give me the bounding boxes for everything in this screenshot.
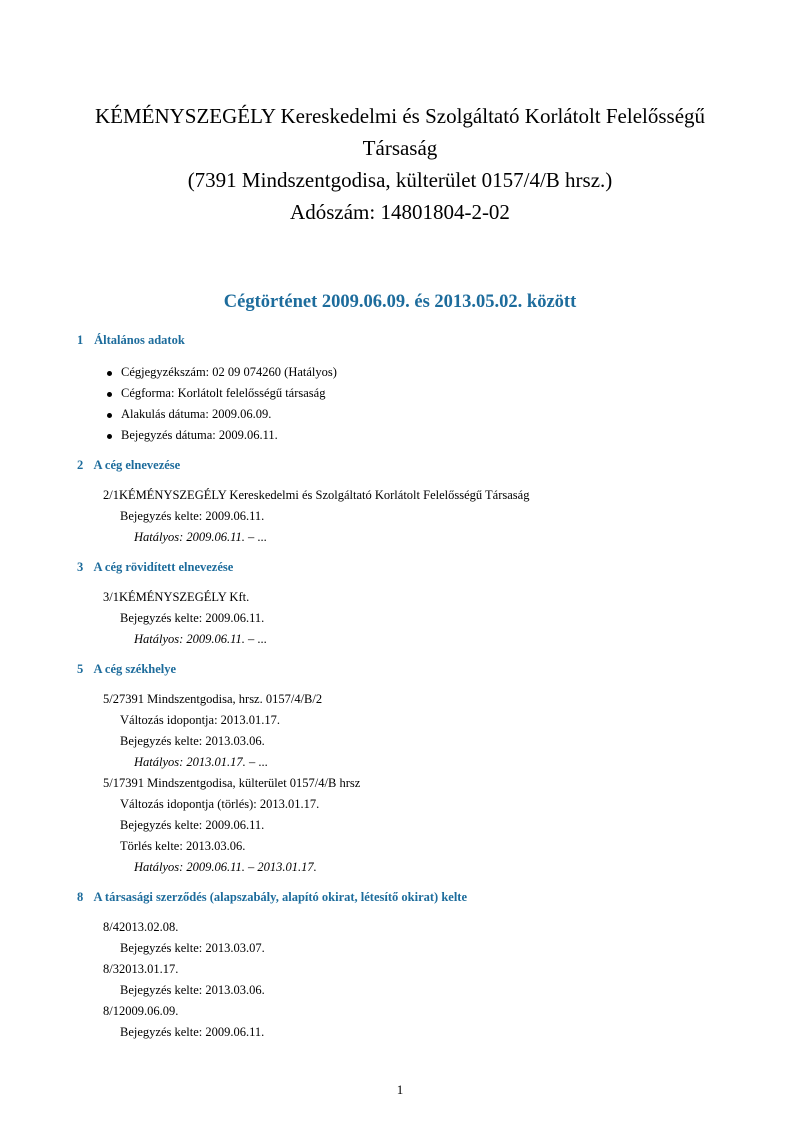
entry-value: 2009.06.09.	[119, 1004, 179, 1018]
entry-value: KÉMÉNYSZEGÉLY Kereskedelmi és Szolgáltató Korlátolt Felelősségű Társaság	[119, 488, 530, 502]
section-heading-seat	[77, 661, 777, 677]
short-name-entries	[77, 587, 777, 650]
bullet-icon	[107, 371, 112, 376]
entry-line	[77, 485, 777, 506]
section-number: 3	[77, 560, 84, 574]
section-title: A cég elnevezése	[93, 458, 181, 472]
section-heading-general	[77, 332, 777, 348]
entry-line	[77, 917, 777, 938]
entry-line	[77, 815, 777, 836]
section-number: 2	[77, 458, 84, 472]
bullet-icon	[107, 434, 112, 439]
entry-registered: Bejegyzés kelte: 2009.06.11.	[120, 611, 265, 625]
section-title: A cég székhelye	[93, 662, 177, 676]
entry-line	[77, 752, 777, 773]
entry-line	[77, 587, 777, 608]
entry-line	[77, 836, 777, 857]
entry-deleted: Törlés kelte: 2013.03.06.	[120, 839, 246, 853]
entry-registered: Bejegyzés kelte: 2009.06.11.	[120, 1025, 265, 1039]
section-title: A társasági szerződés (alapszabály, alapító okirat, létesítő okirat) kelte	[93, 890, 468, 904]
section-title: Általános adatok	[94, 333, 185, 347]
entry-code: 8/4	[103, 920, 119, 934]
company-name-line2: Társaság	[362, 136, 438, 160]
company-address: (7391 Mindszentgodisa, külterület 0157/4/B hrsz.)	[187, 168, 613, 192]
entry-line	[77, 938, 777, 959]
list-item: Cégforma: Korlátolt felelősségű társaság	[77, 383, 777, 404]
entry-registered: Bejegyzés kelte: 2013.03.06.	[120, 983, 265, 997]
list-item: Alakulás dátuma: 2009.06.09.	[77, 404, 777, 425]
section-number: 5	[77, 662, 84, 676]
entry-line	[77, 959, 777, 980]
history-title: Cégtörténet 2009.06.09. és 2013.05.02. között	[223, 292, 577, 312]
entry-value: 2013.01.17.	[119, 962, 179, 976]
general-data-list	[77, 362, 777, 446]
entry-line	[77, 527, 777, 548]
document-body	[77, 332, 777, 1043]
entry-line	[77, 773, 777, 794]
entry-line	[77, 608, 777, 629]
entry-line	[77, 1022, 777, 1043]
entry-code: 5/1	[103, 776, 119, 790]
contract-entries	[77, 917, 777, 1043]
section-heading-contract	[77, 889, 777, 905]
company-header	[40, 100, 760, 228]
entry-valid: Hatályos: 2009.06.11. – 2013.01.17.	[134, 860, 317, 874]
entry-line	[77, 710, 777, 731]
name-entries	[77, 485, 777, 548]
entry-valid: Hatályos: 2009.06.11. – ...	[134, 530, 267, 544]
section-heading-name	[77, 457, 777, 473]
entry-value: 7391 Mindszentgodisa, hrsz. 0157/4/B/2	[119, 692, 323, 706]
entry-line	[77, 506, 777, 527]
entry-value: 2013.02.08.	[119, 920, 179, 934]
entry-registered: Bejegyzés kelte: 2013.03.06.	[120, 734, 265, 748]
entry-valid: Hatályos: 2013.01.17. – ...	[134, 755, 268, 769]
bullet-icon	[107, 413, 112, 418]
section-title: A cég rövidített elnevezése	[93, 560, 234, 574]
company-name-line1: KÉMÉNYSZEGÉLY Kereskedelmi és Szolgáltató Korlátolt Felelősségű	[94, 104, 706, 128]
entry-code: 5/2	[103, 692, 119, 706]
entry-registered: Bejegyzés kelte: 2009.06.11.	[120, 818, 265, 832]
section-number: 8	[77, 890, 84, 904]
entry-line	[77, 731, 777, 752]
entry-value: KÉMÉNYSZEGÉLY Kft.	[119, 590, 250, 604]
entry-line	[77, 629, 777, 650]
entry-code: 3/1	[103, 590, 119, 604]
entry-registered: Bejegyzés kelte: 2013.03.07.	[120, 941, 265, 955]
bullet-icon	[107, 392, 112, 397]
list-item: Bejegyzés dátuma: 2009.06.11.	[77, 425, 777, 446]
entry-code: 2/1	[103, 488, 119, 502]
entry-line	[77, 794, 777, 815]
seat-entries	[77, 689, 777, 878]
entry-code: 8/1	[103, 1004, 119, 1018]
entry-line	[77, 980, 777, 1001]
entry-change: Változás idopontja: 2013.01.17.	[120, 713, 281, 727]
section-number: 1	[77, 333, 84, 347]
tax-number: Adószám: 14801804-2-02	[290, 200, 510, 224]
entry-valid: Hatályos: 2009.06.11. – ...	[134, 632, 267, 646]
page-number: 1	[396, 1082, 404, 1097]
entry-line	[77, 1001, 777, 1022]
entry-registered: Bejegyzés kelte: 2009.06.11.	[120, 509, 265, 523]
entry-line	[77, 689, 777, 710]
section-heading-short-name	[77, 559, 777, 575]
entry-value: 7391 Mindszentgodisa, külterület 0157/4/B hrsz	[119, 776, 361, 790]
entry-change: Változás idopontja (törlés): 2013.01.17.	[120, 797, 320, 811]
list-item: Cégjegyzékszám: 02 09 074260 (Hatályos)	[77, 362, 777, 383]
entry-line	[77, 857, 777, 878]
entry-code: 8/3	[103, 962, 119, 976]
